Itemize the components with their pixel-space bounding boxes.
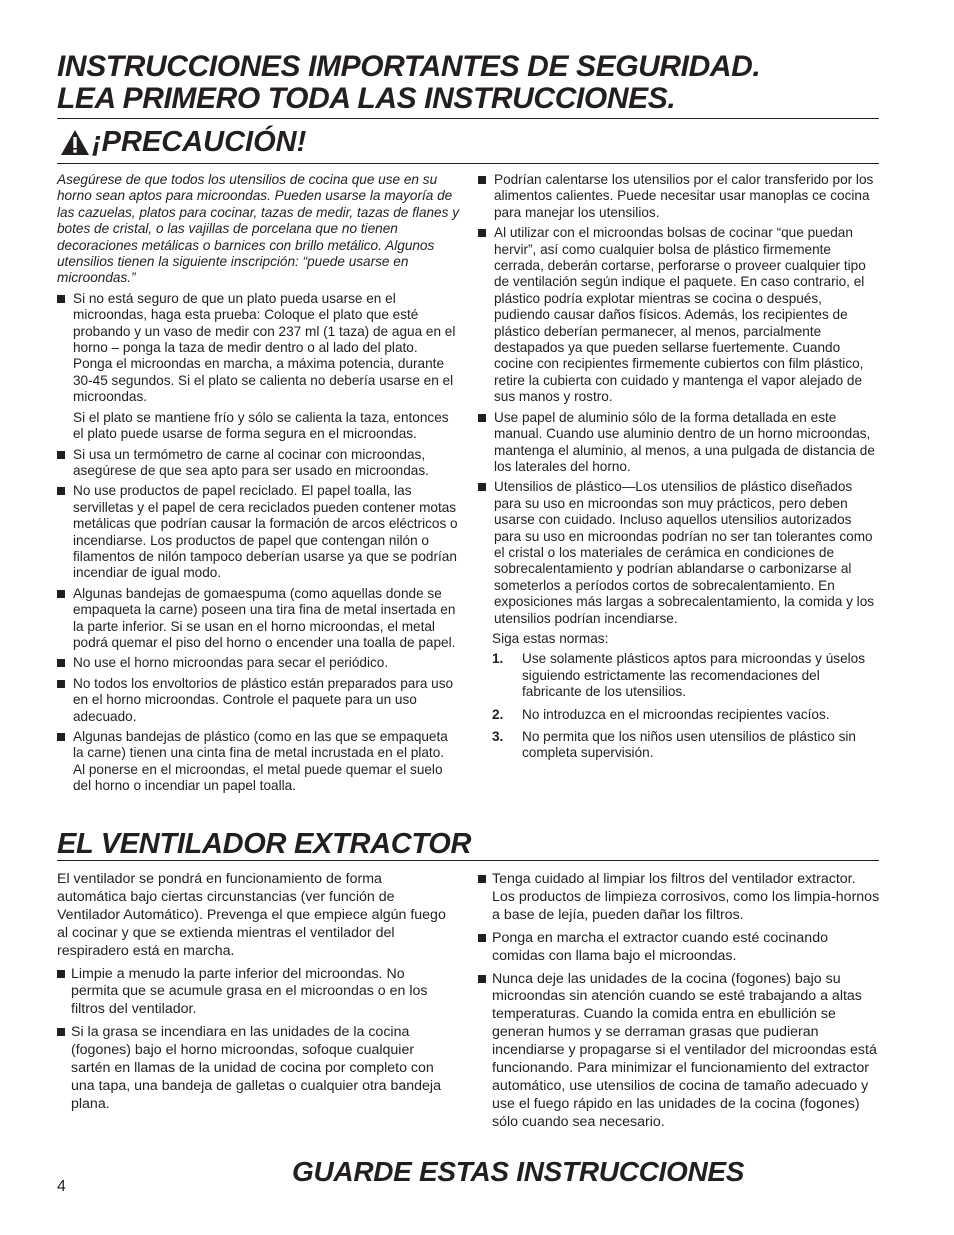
numbered-item: 2. No introduzca en el microondas recipientes vacíos. — [492, 706, 830, 722]
bullet-square-icon — [57, 659, 65, 667]
left-column — [57, 172, 459, 799]
fan-left-column — [57, 871, 453, 1119]
bullet-square-icon — [57, 451, 65, 459]
bullet-square-icon — [478, 483, 486, 491]
bullet-square-icon — [57, 970, 65, 978]
list-item: Utensilios de plástico—Los utensilios de plástico diseñados para su uso en microondas son muy prácticos, pero deben usarse con cuidado. Incluso aquellos utensilios autorizados para su uso en microondas podrían no ser tan tolerantes como el cristal o los materiales de cerámica en condiciones de sobrecalentamiento y podrían ablandarse o carbonizarse al someterlos a períodos cortos de sobrecalentamiento. En exposiciones más largas a sobrecalentamiento, la comida y los utensilios podrían incendiarse. — [478, 479, 880, 627]
list-item: Limpie a menudo la parte inferior del microondas. No permita que se acumule grasa en el microondas o en los filtros del ventilador. — [57, 966, 453, 1020]
bullet-square-icon — [478, 176, 486, 184]
list-item: Podrían calentarse los utensilios por el calor transferido por los alimentos calientes. Puede necesitar usar manoplas ce cocina para manejar los utensilios. — [478, 172, 880, 221]
list-item: Si no está seguro de que un plato pueda usarse en el microondas, haga esta prueba: Coloque el plato que esté probando y un vaso de medir con 237 ml (1 taza) de agua en el horno – ponga la taza de medir dentro o al lado del plato. Ponga el microondas en marcha, a máxima potencia, durante 30-45 segundos. Si el plato se calienta no debería usarse en el microondas. — [57, 291, 459, 406]
header-rule — [57, 118, 879, 119]
list-item: Algunas bandejas de gomaespuma (como aquellas donde se empaqueta la carne) poseen una tira fina de metal insertada en la parte inferior. Si se usan en el horno microondas, el metal podrá quemar el piso del horno o encender una toalla de papel. — [57, 586, 459, 652]
bullet-square-icon — [57, 1028, 65, 1036]
list-item: Tenga cuidado al limpiar los filtros del ventilador extractor. Los productos de limpieza corrosivos, como los limpia-hornos a base de lejía, pueden dañar los filtros. — [478, 871, 880, 925]
list-item: No use productos de papel reciclado. El papel toalla, las servilletas y el papel de cera reciclados pueden contener motas metálicas que podrían causar la formación de arcos eléctricos o incendiarse. Los productos de papel que contengan nilón o filamentos de nilón tampoco deberían usarse ya que se podrían incendiar de igual modo. — [57, 483, 459, 581]
bullet-square-icon — [478, 934, 486, 942]
list-item: No todos los envoltorios de plástico están preparados para uso en el horno microondas. Controle el paquete para un uso adecuado. — [57, 676, 459, 725]
list-item-subparagraph: Si el plato se mantiene frío y sólo se calienta la taza, entonces el plato puede usarse de forma segura en el microondas. — [73, 409, 449, 442]
page-number: 4 — [57, 1178, 66, 1195]
fan-section-title: EL VENTILADOR EXTRACTOR — [57, 828, 472, 860]
bullet-square-icon — [478, 229, 486, 237]
numbered-item: 1. Use solamente plásticos aptos para microondas y úselos siguiendo estrictamente las recomendaciones del fabricante de los utensilios. — [492, 651, 866, 700]
list-item: Algunas bandejas de plástico (como en las que se empaqueta la carne) tienen una cinta fina de metal incrustada en el plato. Al ponerse en el microondas, el metal puede quemar el suelo del horno o incendiar un papel toalla. — [57, 729, 459, 795]
bullet-square-icon — [57, 680, 65, 688]
list-item: Al utilizar con el microondas bolsas de cocinar “que puedan hervir”, así como cualquier bolsa de plástico firmemente cerrada, deberán cortarse, perforarse o proveer cualquier tipo de ventilación según indique el paquete. En caso contrario, el plástico podría explotar mientras se cocina o después, pudiendo causar daños físicos. Además, los recipientes de plástico deberían permanecer, al menos, parcialmente destapados ya que pueden sellarse fuertemente. Cuando cocine con recipientes firmemente cubiertos con film plástico, retire la cubierta con cuidado y mantenga el vapor alejado de sus manos y rostro. — [478, 225, 880, 405]
list-item: No use el horno microondas para secar el periódico. — [57, 655, 459, 671]
list-item: Si usa un termómetro de carne al cocinar con microondas, asegúrese de que sea apto para ser usado en microondas. — [57, 447, 459, 480]
warning-triangle-icon — [60, 129, 90, 156]
rules-intro: Siga estas normas: — [492, 630, 609, 646]
fan-intro-paragraph: El ventilador se pondrá en funcionamiento de forma automática bajo ciertas circunstancias (ver función de Ventilador Automático). Prevenga el que empiece algún fuego al cocinar y que se extienda mientras el ventilador del respiradero está en marcha. — [57, 871, 446, 959]
bullet-square-icon — [57, 590, 65, 598]
page-title — [57, 51, 897, 115]
intro-paragraph: Asegúrese de que todos los utensilios de cocina que use en su horno sean aptos para microondas. Pueden usarse la mayoría de las cazuelas, platos para cocinar, tazas de medir, tazas de flanes y botes de cristal, o las vajillas de porcelana que no tienen decoraciones metálicas o barnices con brillo metálico. Algunos utensilios tienen la siguiente inscripción: “puede usarse en microondas.” — [57, 172, 459, 286]
title-line-1: INSTRUCCIONES IMPORTANTES DE SEGURIDAD. — [57, 50, 761, 83]
list-item: Use papel de aluminio sólo de la forma detallada en este manual. Cuando use aluminio dentro de un horno microondas, mantenga el aluminio, al menos, a una pulgada de distancia de los laterales del horno. — [478, 410, 880, 476]
bullet-square-icon — [57, 733, 65, 741]
title-line-2: LEA PRIMERO TODA LAS INSTRUCCIONES. — [57, 82, 676, 115]
numbered-list — [478, 651, 880, 761]
list-item: Si la grasa se incendiara en las unidades de la cocina (fogones) bajo el horno microondas, sofoque cualquier sartén en llamas de la unidad de cocina por completo con una tapa, una bandeja de galletas o cualquier otra bandeja plana. — [57, 1024, 453, 1114]
bullet-square-icon — [57, 295, 65, 303]
bullet-square-icon — [478, 414, 486, 422]
bullet-square-icon — [478, 975, 486, 983]
caution-heading — [60, 124, 306, 160]
bullet-square-icon — [478, 875, 486, 883]
caution-label: ¡PRECAUCIÓN! — [92, 126, 307, 158]
list-item: Ponga en marcha el extractor cuando esté cocinando comidas con llama bajo el microondas. — [478, 930, 880, 966]
right-column — [478, 172, 880, 768]
bullet-square-icon — [57, 487, 65, 495]
fan-right-column — [478, 871, 880, 1137]
fan-section-rule — [57, 860, 879, 861]
caution-rule — [57, 163, 879, 164]
numbered-item: 3. No permita que los niños usen utensilios de plástico sin completa supervisión. — [492, 729, 856, 761]
list-item: Nunca deje las unidades de la cocina (fogones) bajo su microondas sin atención cuando se esté trabajando a altas temperaturas. Cuando la comida entra en ebullición se generan humos y se derraman grasas que pudieran incendiarse y propagarse si el ventilador del microondas está funcionando. Para minimizar el funcionamiento del extractor automático, use utensilios de cocina de tamaño adecuado y use el fuego rápido en las unidades de la cocina (fogones) sólo cuando sea necesario. — [478, 971, 880, 1132]
save-instructions-title: GUARDE ESTAS INSTRUCCIONES — [292, 1156, 745, 1187]
